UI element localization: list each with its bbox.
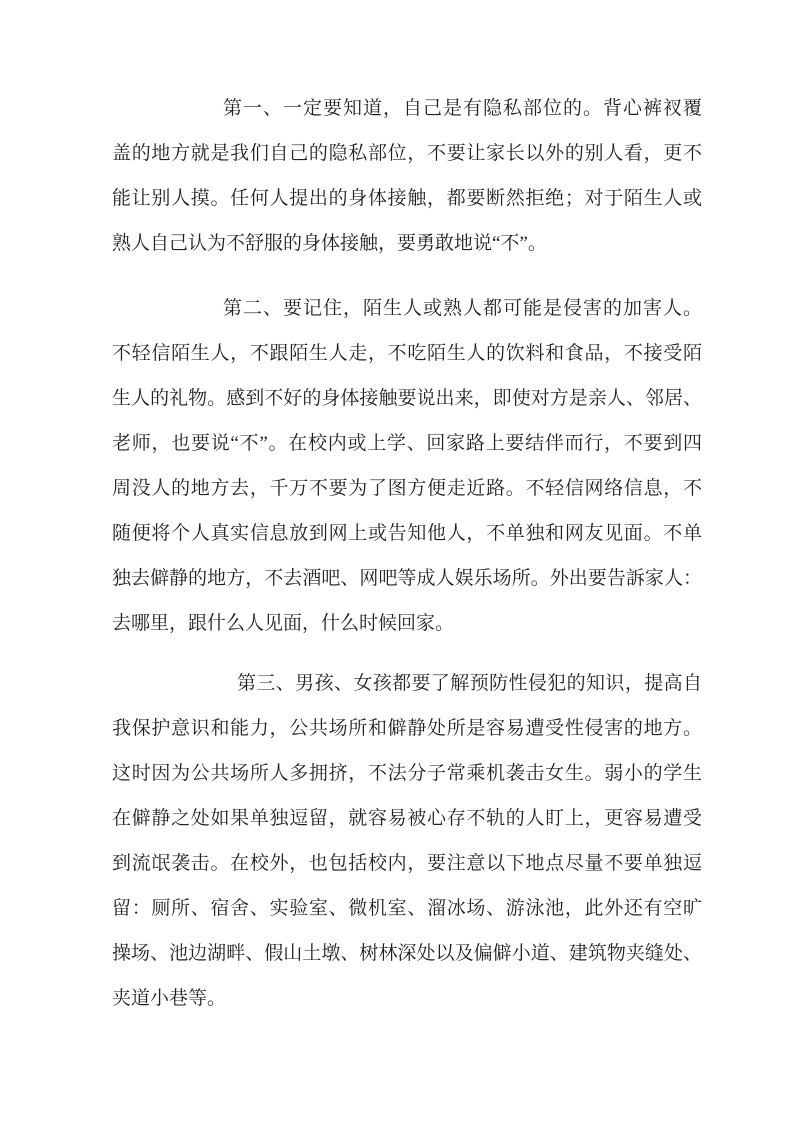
text-line: 第一、一定要知道，自己是有隐私部位的。背心裤衩覆 <box>223 98 702 119</box>
text-line: 去哪里，跟什么人见面，什么时候回家。 <box>112 613 455 634</box>
text-line: 第二、要记住，陌生人或熟人都可能是侵害的加害人。 <box>223 298 702 319</box>
paragraph-third-rule <box>112 661 702 1021</box>
text-line: 在僻静之处如果单独逗留，就容易被心存不轨的人盯上，更容易遭受 <box>112 808 702 829</box>
text-line: 随便将个人真实信息放到网上或告知他人，不单独和网友见面。不单 <box>112 523 702 544</box>
text-line: 第三、男孩、女孩都要了解预防性侵犯的知识，提高自 <box>237 673 702 694</box>
text-line: 夹道小巷等。 <box>112 988 227 1009</box>
text-line: 到流氓袭击。在校外，也包括校内，要注意以下地点尽量不要单独逗 <box>112 853 702 874</box>
paragraph-first-rule <box>112 86 702 266</box>
text-line: 操场、池边湖畔、假山土墩、树林深处以及偏僻小道、建筑物夹缝处、 <box>112 943 702 964</box>
text-line: 熟人自己认为不舒服的身体接触，要勇敢地说“不”。 <box>112 233 547 254</box>
text-line: 我保护意识和能力，公共场所和僻静处所是容易遭受性侵害的地方。 <box>112 718 702 739</box>
text-line: 能让别人摸。任何人提出的身体接触，都要断然拒绝；对于陌生人或 <box>112 188 702 209</box>
text-line: 周没人的地方去，千万不要为了图方便走近路。不轻信网络信息，不 <box>112 478 702 499</box>
text-line: 不轻信陌生人，不跟陌生人走，不吃陌生人的饮料和食品，不接受陌 <box>112 343 702 364</box>
paragraph-second-rule <box>112 286 702 646</box>
text-line: 留：厕所、宿舍、实验室、微机室、溜冰场、游泳池，此外还有空旷 <box>112 898 702 919</box>
text-line: 老师，也要说“不”。在校内或上学、回家路上要结伴而行，不要到四 <box>112 433 702 454</box>
text-line: 这时因为公共场所人多拥挤，不法分子常乘机袭击女生。弱小的学生 <box>112 763 702 784</box>
text-line: 生人的礼物。感到不好的身体接触要说出来，即使对方是亲人、邻居、 <box>112 388 702 409</box>
text-line: 独去僻静的地方，不去酒吧、网吧等成人娱乐场所。外出要告訴家人： <box>112 568 702 589</box>
text-line: 盖的地方就是我们自己的隐私部位，不要让家长以外的别人看，更不 <box>112 143 702 164</box>
